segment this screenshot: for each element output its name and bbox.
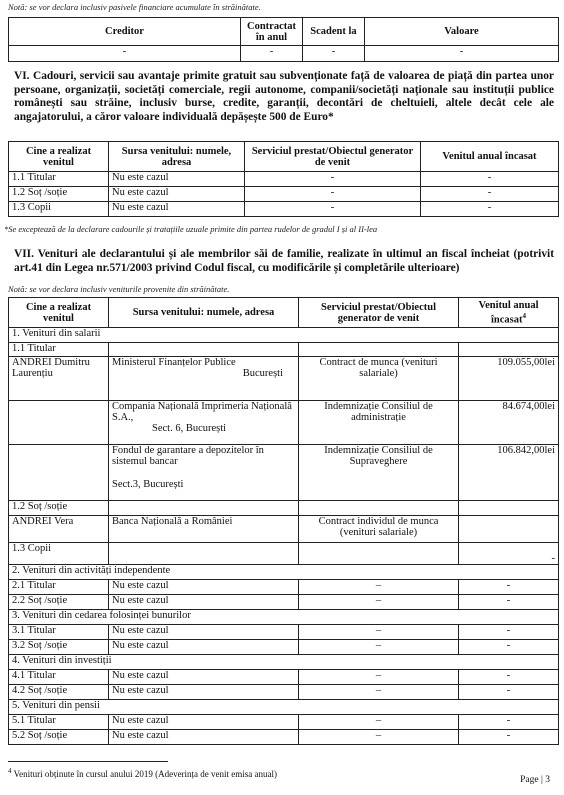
cell-svc: – (299, 640, 459, 655)
header-service: Serviciul prestat/Obiectul generator de venit (299, 298, 459, 328)
cell-val: - (459, 685, 559, 700)
note-income: Notă: se vor declara inclusiv veniturile provenite din străinătate. (8, 284, 230, 294)
cell-person: ANDREI Dumitru Laurențiu (9, 357, 109, 401)
table-row (9, 445, 559, 501)
table-row (9, 357, 559, 401)
table-header-row (9, 18, 559, 46)
header-source: Sursa venitului: numele, adresa (109, 298, 299, 328)
cell-service: Contract de munca (venituri salariale) (299, 357, 459, 401)
cell-src: Nu este cazul (109, 580, 299, 595)
header-income (459, 298, 559, 328)
cell-who: 3.2 Soț /soție (9, 640, 109, 655)
cell-who: 1.2 Soț /soție (9, 501, 109, 516)
cell-source (109, 445, 299, 501)
cell-who (9, 401, 109, 445)
cell-val: - (459, 640, 559, 655)
employer-city: Sect.3, București (112, 479, 184, 490)
cell-source (109, 501, 299, 516)
cell-who: 1.1 Titular (9, 343, 109, 357)
header-income: Venitul anual încasat (421, 142, 559, 172)
cell-source (109, 401, 299, 445)
employer-city: Sect. 6, București (152, 423, 227, 434)
cell-who: 2.1 Titular (9, 580, 109, 595)
table-row (9, 670, 559, 685)
employer-name: Fondul de garantare a depozitelor în sistemul bancar (112, 445, 264, 467)
header-creditor: Creditor (9, 18, 241, 46)
table-row (9, 343, 559, 357)
header-who: Cine a realizat venitul (9, 142, 109, 172)
table-row (9, 595, 559, 610)
section-title: 2. Venituri din activități independente (9, 565, 559, 580)
table-row (9, 401, 559, 445)
section-row (9, 328, 559, 343)
section-title: 3. Venituri din cedarea folosinței bunurilor (9, 610, 559, 625)
footnote-ref: 4 (522, 311, 526, 320)
section-row (9, 565, 559, 580)
section-row (9, 610, 559, 625)
footnote (8, 767, 277, 779)
income-table (8, 297, 559, 745)
cell-service (299, 543, 459, 565)
gifts-footnote: *Se exceptează de la declarare cadourile și tratațiile uzuale primite din partea rudelor de gradul I și al II-lea (4, 224, 378, 234)
cell-svc: – (299, 685, 459, 700)
cell-service (299, 343, 459, 357)
gifts-table (8, 141, 559, 217)
cell-service: Indemnizație Consiliul de Supraveghere (299, 445, 459, 501)
cell-income (459, 343, 559, 357)
cell-who: 5.1 Titular (9, 715, 109, 730)
header-who: Cine a realizat venitul (9, 298, 109, 328)
cell-src: Nu este cazul (109, 625, 299, 640)
section-title: 4. Venituri din investiții (9, 655, 559, 670)
cell-value: - (365, 46, 559, 62)
cell-source: Nu este cazul (109, 172, 245, 187)
cell-source: Nu este cazul (109, 202, 245, 217)
cell-who: 1.3 Copii (9, 202, 109, 217)
cell-val: - (459, 670, 559, 685)
cell-creditor: - (9, 46, 241, 62)
table-row (9, 685, 559, 700)
cell-income: - (421, 187, 559, 202)
income-groups (9, 565, 559, 745)
cell-service: - (245, 172, 421, 187)
table-row (9, 543, 559, 565)
employer-name: Ministerul Finanțelor Publice (112, 357, 236, 368)
cell-src: Nu este cazul (109, 715, 299, 730)
cell-who (9, 445, 109, 501)
section-vii-title: VII. Venituri ale declarantului și ale membrilor săi de familie, realizate în ultimul an fiscal încheiat (potrivit art.41 din Legea nr.571/2003 privind Codul fiscal, cu modificările și completările ulterioare) (14, 248, 554, 274)
table-row (9, 516, 559, 543)
header-contracted: Contractat în anul (241, 18, 303, 46)
table-row (9, 640, 559, 655)
header-source: Sursa venitului: numele, adresa (109, 142, 245, 172)
section-title: 5. Venituri din pensii (9, 700, 559, 715)
cell-source (109, 343, 299, 357)
header-value: Valoare (365, 18, 559, 46)
cell-val: - (459, 595, 559, 610)
liabilities-table (8, 17, 559, 62)
table-row (9, 580, 559, 595)
cell-contracted: - (241, 46, 303, 62)
section-row (9, 700, 559, 715)
cell-income (459, 516, 559, 543)
table-row (9, 172, 559, 187)
cell-service: - (245, 187, 421, 202)
cell-source (109, 357, 299, 401)
cell-income: 106.842,00lei (459, 445, 559, 501)
table-row (9, 202, 559, 217)
cell-income: - (459, 543, 559, 565)
cell-income: 84.674,00lei (459, 401, 559, 445)
note-liabilities: Notă: se vor declara inclusiv pasivele financiare acumulate în străinătate. (8, 2, 261, 12)
table-row (9, 730, 559, 745)
section-row (9, 655, 559, 670)
cell-income (459, 501, 559, 516)
cell-due: - (303, 46, 365, 62)
employer-city: București (242, 368, 283, 379)
cell-src: Nu este cazul (109, 670, 299, 685)
cell-who: 1.2 Soț /soție (9, 187, 109, 202)
cell-val: - (459, 580, 559, 595)
table-row (9, 187, 559, 202)
cell-val: - (459, 715, 559, 730)
cell-source (109, 543, 299, 565)
cell-service: Contract individul de munca (venituri salariale) (299, 516, 459, 543)
cell-svc: – (299, 625, 459, 640)
table-row (9, 715, 559, 730)
cell-svc: – (299, 715, 459, 730)
cell-service (299, 501, 459, 516)
cell-src: Nu este cazul (109, 730, 299, 745)
cell-service: - (245, 202, 421, 217)
footnote-mark: 4 (8, 767, 12, 775)
cell-who: 5.2 Soț /soție (9, 730, 109, 745)
cell-person: ANDREI Vera (9, 516, 109, 543)
footnote-text: Venituri obținute în cursul anului 2019 (Adeverința de venit emisa anual) (13, 769, 278, 779)
cell-val: - (459, 625, 559, 640)
cell-val: - (459, 730, 559, 745)
table-row (9, 46, 559, 62)
cell-income: - (421, 202, 559, 217)
cell-who: 4.1 Titular (9, 670, 109, 685)
header-service: Serviciul prestat/Obiectul generator de venit (245, 142, 421, 172)
header-income-text: Venitul anual încasat (478, 299, 539, 326)
header-due: Scadent la (303, 18, 365, 46)
cell-who: 4.2 Soț /soție (9, 685, 109, 700)
cell-src: Nu este cazul (109, 640, 299, 655)
section-salaries: 1. Venituri din salarii (9, 328, 559, 343)
cell-income: - (421, 172, 559, 187)
cell-src: Nu este cazul (109, 595, 299, 610)
table-row (9, 501, 559, 516)
cell-income: 109.055,00lei (459, 357, 559, 401)
table-header-row (9, 142, 559, 172)
cell-who: 2.2 Soț /soție (9, 595, 109, 610)
cell-svc: – (299, 595, 459, 610)
cell-service: Indemnizație Consiliul de administrație (299, 401, 459, 445)
cell-who: 1.3 Copii (9, 543, 109, 565)
cell-who: 3.1 Titular (9, 625, 109, 640)
cell-who: 1.1 Titular (9, 172, 109, 187)
employer-name: Compania Națională Imprimeria Națională S.A., (112, 401, 292, 423)
cell-svc: – (299, 580, 459, 595)
cell-src: Nu este cazul (109, 685, 299, 700)
cell-svc: – (299, 730, 459, 745)
cell-source: Nu este cazul (109, 187, 245, 202)
table-header-row (9, 298, 559, 328)
cell-svc: – (299, 670, 459, 685)
table-row (9, 625, 559, 640)
section-vi-title: VI. Cadouri, servicii sau avantaje primite gratuit sau subvenționate față de valoarea de piață din partea unor persoane, organizații, societăți comerciale, regii autonome, companii/societăți naționale sau instituții publice românești sau străine, inclusiv burse, credite, garanții, decontări de cheltuieli, altele decât cele ale angajatorului, a căror valoare individuală depășește 500 de Euro* (14, 70, 554, 123)
page-number: Page | 3 (520, 775, 550, 785)
cell-source: Banca Națională a României (109, 516, 299, 543)
footnote-divider (8, 761, 168, 762)
